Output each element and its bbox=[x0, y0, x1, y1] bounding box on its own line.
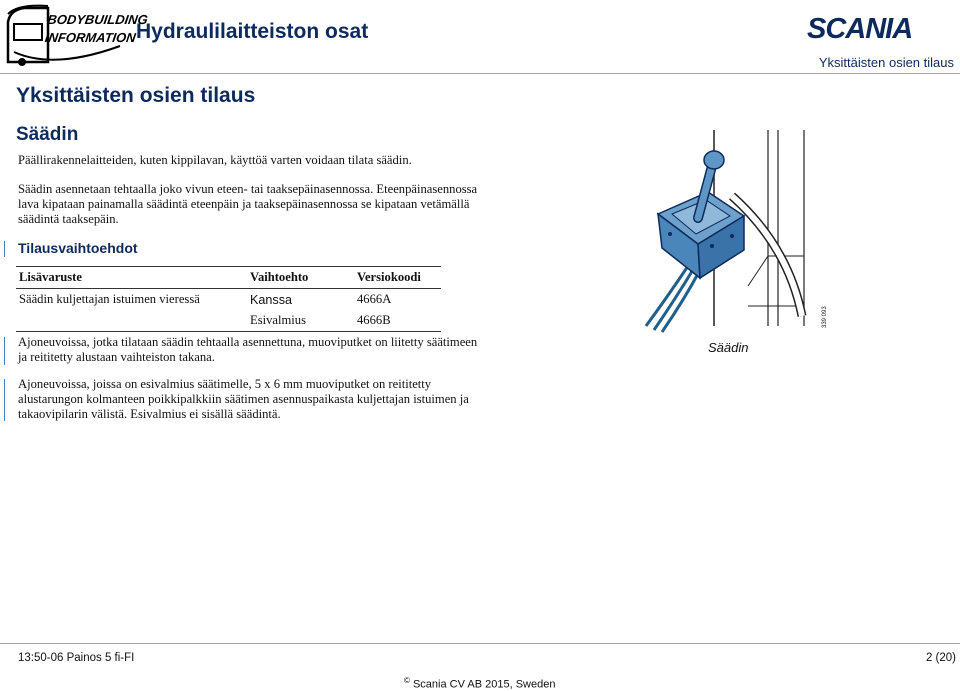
ordering-options-table bbox=[16, 266, 441, 332]
table-row bbox=[16, 310, 441, 332]
footer-divider bbox=[0, 643, 960, 644]
controller-illustration bbox=[628, 126, 838, 336]
table-row bbox=[16, 289, 441, 311]
document-code: 13:50-06 Painos 5 fi-FI bbox=[18, 652, 135, 664]
copyright bbox=[404, 676, 555, 691]
table-cell: 4666A bbox=[357, 292, 392, 306]
column-header-option: Vaihtoehto bbox=[247, 267, 354, 289]
column-header-version-code: Versiokoodi bbox=[354, 267, 441, 289]
page-number: 2 (20) bbox=[925, 652, 956, 664]
mounting-paragraph: Säädin asennetaan tehtaalla joko vivun eteen- tai taaksepäinasennossa. Eteenpäinasennossa lava kipataan painamalla säädintä eteenpäin ja taaksepäinasennossa se kipataan vetämällä säädintä taaksepäin. bbox=[18, 182, 478, 227]
scania-logo-text: SCANIA bbox=[807, 13, 913, 45]
bodybuilding-information-logo bbox=[4, 2, 149, 68]
figure-caption: Säädin bbox=[708, 340, 749, 355]
ordering-options-heading: Tilausvaihtoehdot bbox=[18, 240, 138, 256]
table-cell: Kanssa bbox=[250, 292, 293, 307]
preparation-note: Ajoneuvoissa, joissa on esivalmius säätimelle, 5 x 6 mm muoviputket on reititetty alustarungon kolmanteen poikkipalkkiin säätimen asennuspaikasta kuljettajan istuimen ja takaovipilarin välistä. Esivalmius ei sisällä säädintä. bbox=[18, 377, 469, 422]
table-header-row bbox=[16, 267, 441, 289]
logo-text-line1: BODYBUILDING bbox=[46, 12, 149, 27]
page-heading: Yksittäisten osien tilaus bbox=[16, 84, 256, 107]
change-bar bbox=[4, 337, 5, 365]
intro-paragraph: Päällirakennelaitteiden, kuten kippilavan, käyttöä varten voidaan tilata säädin. bbox=[18, 153, 412, 167]
table-cell: Esivalmius bbox=[247, 310, 354, 332]
figure-code: 339 093 bbox=[822, 306, 828, 328]
table-cell: Säädin kuljettajan istuimen vieressä bbox=[19, 292, 200, 306]
logo-text-line2: INFORMATION bbox=[43, 30, 137, 45]
section-heading: Säädin bbox=[16, 124, 79, 145]
scania-logo bbox=[807, 12, 952, 45]
header-section-label: Yksittäisten osien tilaus bbox=[818, 55, 954, 70]
document-title: Hydraulilaitteiston osat bbox=[136, 20, 369, 43]
change-bar bbox=[4, 379, 5, 421]
table-cell bbox=[16, 310, 247, 332]
change-bar bbox=[4, 241, 5, 257]
factory-fitted-note: Ajoneuvoissa, jotka tilataan säädin tehtaalla asennettuna, muoviputket on liitetty säätimeen ja reititetty alustaan vaihteiston takana. bbox=[18, 335, 478, 365]
copyright-symbol: © bbox=[404, 676, 410, 685]
table-cell: 4666B bbox=[354, 310, 441, 332]
column-header-accessory: Lisävaruste bbox=[16, 267, 247, 289]
copyright-text: Scania CV AB 2015, Sweden bbox=[412, 678, 556, 691]
header-divider bbox=[0, 73, 960, 74]
